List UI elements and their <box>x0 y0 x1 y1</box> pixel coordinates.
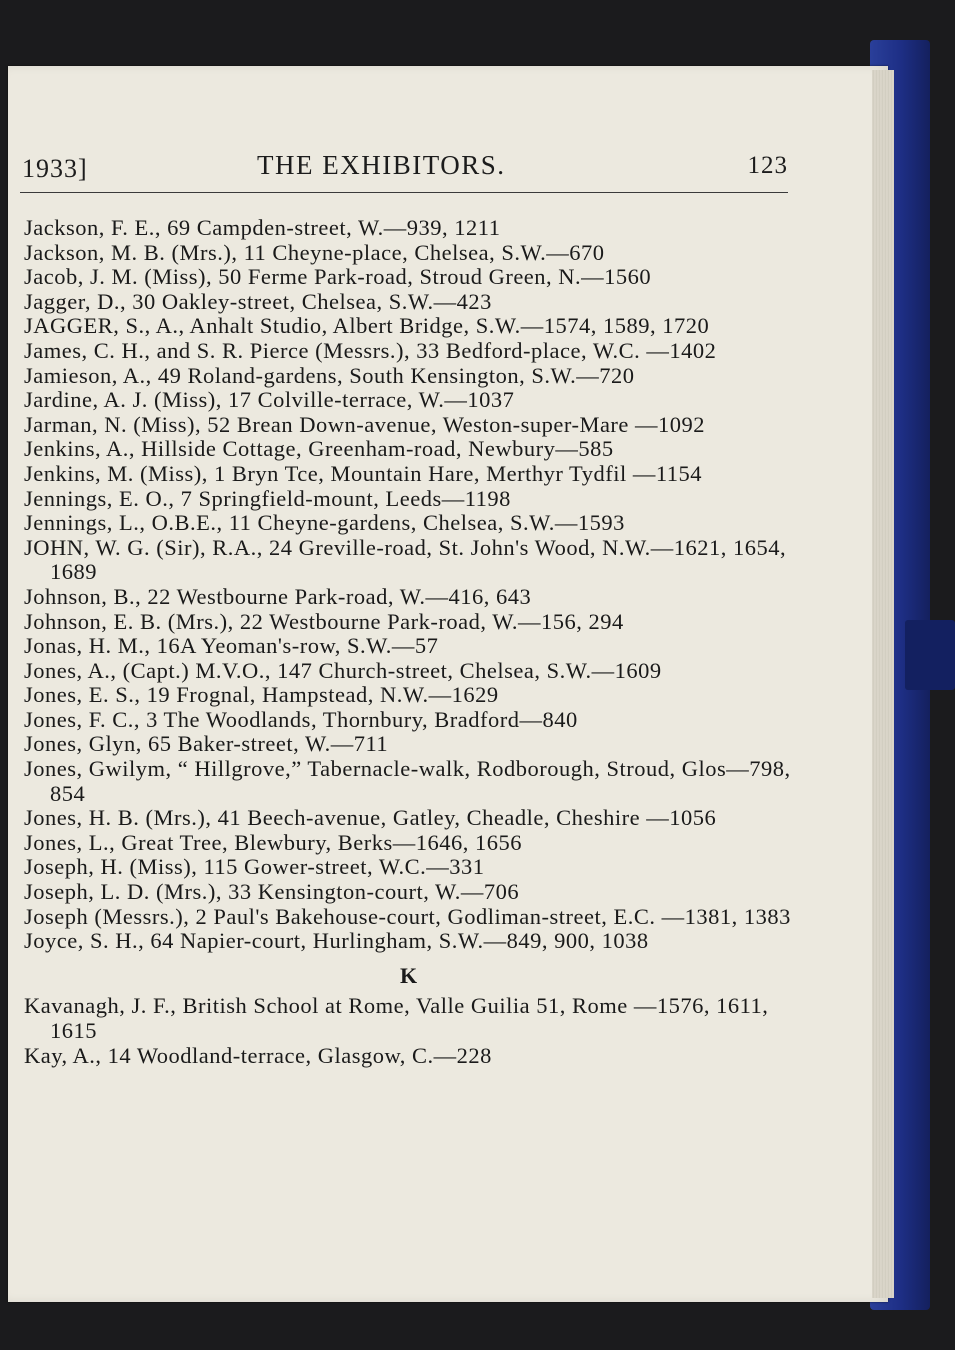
list-item: Joseph, H. (Miss), 115 Gower-street, W.C.—331 <box>24 854 485 880</box>
list-item: Kay, A., 14 Woodland-terrace, Glasgow, C.—228 <box>24 1042 492 1068</box>
page-stack-edge <box>872 70 894 1298</box>
list-item: Jackson, M. B. (Mrs.), 11 Cheyne-place, Chelsea, S.W.—670 <box>24 239 605 265</box>
list-item: JOHN, W. G. (Sir), R.A., 24 Greville-road, St. John's Wood, N.W.—1621, 1654, 1689 <box>24 534 787 585</box>
list-item: Jenkins, A., Hillside Cottage, Greenham-road, Newbury—585 <box>24 436 614 462</box>
section-heading-k: K <box>399 962 419 988</box>
list-item: Joseph, L. D. (Mrs.), 33 Kensington-court, W.—706 <box>24 879 520 905</box>
list-item: Jennings, L., O.B.E., 11 Cheyne-gardens, Chelsea, S.W.—1593 <box>24 510 625 536</box>
list-item: Jagger, D., 30 Oakley-street, Chelsea, S.W.—423 <box>24 288 492 314</box>
list-item: James, C. H., and S. R. Pierce (Messrs.), 33 Bedford-place, W.C. —1402 <box>24 337 717 363</box>
list-item: Jarman, N. (Miss), 52 Brean Down-avenue, Weston-super-Mare —1092 <box>24 411 706 437</box>
list-item: Jones, L., Great Tree, Blewbury, Berks—1646, 1656 <box>24 829 522 855</box>
list-item: Johnson, E. B. (Mrs.), 22 Westbourne Park-road, W.—156, 294 <box>24 608 624 634</box>
page-header <box>22 150 788 190</box>
list-item: Jones, E. S., 19 Frognal, Hampstead, N.W.—1629 <box>24 682 499 708</box>
list-item: Jonas, H. M., 16A Yeoman's-row, S.W.—57 <box>24 633 439 659</box>
list-item: Jones, H. B. (Mrs.), 41 Beech-avenue, Gatley, Cheadle, Cheshire —1056 <box>24 805 717 831</box>
list-item: Jardine, A. J. (Miss), 17 Colville-terrace, W.—1037 <box>24 387 515 413</box>
list-item: Jamieson, A., 49 Roland-gardens, South Kensington, S.W.—720 <box>24 362 635 388</box>
page-marker-tab <box>905 620 955 690</box>
list-item: JAGGER, S., A., Anhalt Studio, Albert Bridge, S.W.—1574, 1589, 1720 <box>24 313 710 339</box>
list-item: Jackson, F. E., 69 Campden-street, W.—939, 1211 <box>24 215 501 240</box>
list-item: Johnson, B., 22 Westbourne Park-road, W.—416, 643 <box>24 583 532 609</box>
header-year: 1933] <box>22 154 88 183</box>
list-item: Joyce, S. H., 64 Napier-court, Hurlingham, S.W.—849, 900, 1038 <box>24 928 649 954</box>
exhibitor-list <box>24 216 794 1068</box>
header-title: THE EXHIBITORS. <box>257 150 506 180</box>
list-item: Jones, Gwilym, “ Hillgrove,” Tabernacle-walk, Rodborough, Stroud, Glos—798, 854 <box>24 756 791 806</box>
list-item: Jacob, J. M. (Miss), 50 Ferme Park-road, Stroud Green, N.—1560 <box>24 264 652 290</box>
list-item: Kavanagh, J. F., British School at Rome, Valle Guilia 51, Rome —1576, 1611, 1615 <box>24 993 769 1043</box>
list-item: Jennings, E. O., 7 Springfield-mount, Leeds—1198 <box>24 485 511 511</box>
list-item: Jones, A., (Capt.) M.V.O., 147 Church-street, Chelsea, S.W.—1609 <box>24 657 662 683</box>
list-item: Jones, Glyn, 65 Baker-street, W.—711 <box>24 731 389 757</box>
header-rule <box>20 192 788 193</box>
list-item: Jones, F. C., 3 The Woodlands, Thornbury, Bradford—840 <box>24 706 578 732</box>
header-page-number: 123 <box>747 152 788 179</box>
list-item: Jenkins, M. (Miss), 1 Bryn Tce, Mountain Hare, Merthyr Tydfil —1154 <box>24 460 702 486</box>
list-item: Joseph (Messrs.), 2 Paul's Bakehouse-court, Godliman-street, E.C. —1381, 1383 <box>24 903 791 929</box>
